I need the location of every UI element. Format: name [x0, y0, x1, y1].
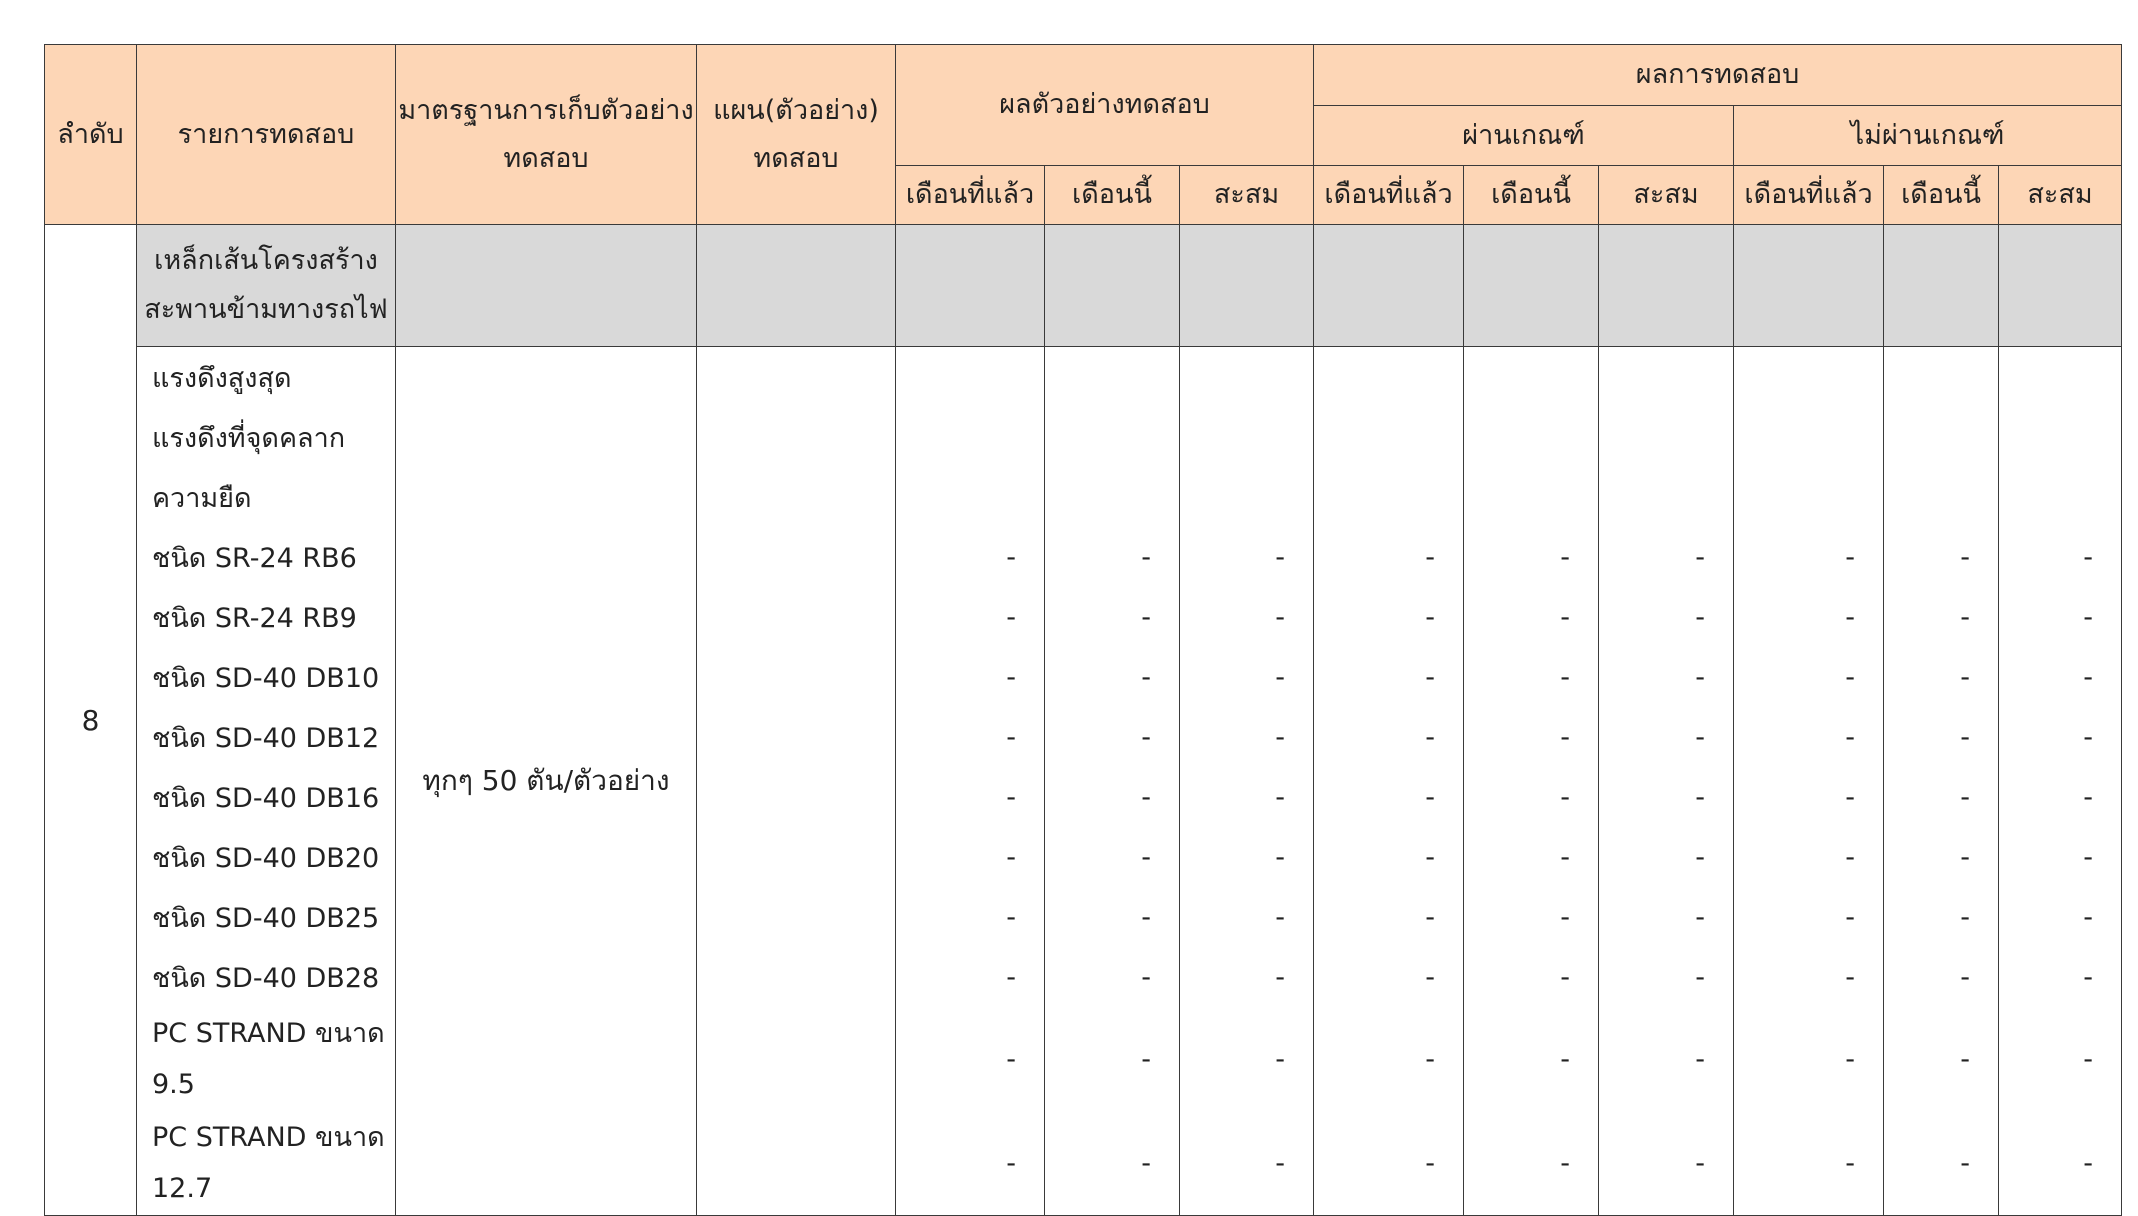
result-value: - — [1006, 1043, 1016, 1075]
value-column — [1999, 347, 2122, 1216]
result-value: - — [2083, 781, 2094, 813]
band-cell — [396, 225, 697, 347]
spacer — [1999, 467, 2121, 527]
result-value: - — [1141, 721, 1151, 753]
result-value: - — [1560, 961, 1571, 993]
result-value: - — [1560, 601, 1571, 633]
group-number: 8 — [45, 225, 137, 1216]
spacer — [1734, 467, 1883, 527]
result-value: - — [1275, 661, 1286, 693]
result-value: - — [1141, 1043, 1151, 1075]
result-value: - — [1141, 661, 1151, 693]
test-item-row: ชนิด SD-40 DB25 — [152, 902, 380, 934]
spacer — [1180, 407, 1313, 467]
result-value: - — [1560, 661, 1571, 693]
result-value: - — [1275, 961, 1286, 993]
result-value: - — [1425, 541, 1436, 573]
group-title: เหล็กเส้นโครงสร้าง สะพานข้ามทางรถไฟ — [137, 225, 396, 347]
test-item-row: ชนิด SD-40 DB10 — [152, 662, 380, 694]
result-value: - — [2083, 901, 2094, 933]
result-value: - — [1425, 601, 1436, 633]
spacer — [1464, 467, 1598, 527]
result-value: - — [1845, 901, 1856, 933]
spacer — [1045, 347, 1179, 407]
result-value: - — [1960, 541, 1971, 573]
spacer — [1045, 467, 1179, 527]
spacer — [896, 347, 1044, 407]
header-test-results: ผลการทดสอบ — [1314, 45, 2122, 106]
header-test-item: รายการทดสอบ — [137, 45, 396, 225]
header-pass-last-month: เดือนที่แล้ว — [1314, 166, 1464, 225]
value-column — [1884, 347, 1999, 1216]
result-value: - — [1006, 901, 1016, 933]
spacer — [1314, 347, 1463, 407]
test-items-column — [137, 347, 396, 1216]
result-value: - — [1845, 721, 1856, 753]
test-item-row: ชนิด SR-24 RB6 — [152, 542, 357, 574]
value-column — [1314, 347, 1464, 1216]
result-value: - — [1425, 781, 1436, 813]
result-value: - — [1275, 841, 1286, 873]
property-item: แรงดึงที่จุดคลาก — [152, 422, 346, 454]
result-value: - — [1695, 541, 1706, 573]
result-value: - — [1960, 841, 1971, 873]
result-value: - — [2083, 541, 2094, 573]
result-value: - — [1560, 781, 1571, 813]
band-cell — [1999, 225, 2122, 347]
result-value: - — [1960, 781, 1971, 813]
result-value: - — [1695, 841, 1706, 873]
result-value: - — [1141, 601, 1151, 633]
header-sample-last-month: เดือนที่แล้ว — [896, 166, 1045, 225]
header-plan: แผน(ตัวอย่าง) ทดสอบ — [697, 45, 896, 225]
result-value: - — [1275, 721, 1286, 753]
result-value: - — [1560, 901, 1571, 933]
result-value: - — [2083, 961, 2094, 993]
result-value: - — [1960, 721, 1971, 753]
band-cell — [697, 225, 896, 347]
result-value: - — [1275, 901, 1286, 933]
result-value: - — [2083, 1147, 2094, 1179]
value-column — [1734, 347, 1884, 1216]
test-item-row: PC STRAND ขนาด 9.5 — [152, 1018, 385, 1100]
result-value: - — [1560, 1043, 1571, 1075]
result-value: - — [1425, 961, 1436, 993]
result-value: - — [1695, 901, 1706, 933]
plan-cell — [697, 347, 896, 1216]
result-value: - — [1425, 661, 1436, 693]
band-cell — [1734, 225, 1884, 347]
value-column — [896, 347, 1045, 1216]
value-column — [1464, 347, 1599, 1216]
result-value: - — [1425, 841, 1436, 873]
test-item-row: ชนิด SD-40 DB12 — [152, 722, 380, 754]
sampling-standard: ทุกๆ 50 ตัน/ตัวอย่าง — [396, 347, 697, 1216]
result-value: - — [1845, 541, 1856, 573]
result-value: - — [1695, 1043, 1706, 1075]
result-value: - — [1425, 721, 1436, 753]
result-value: - — [1560, 1147, 1571, 1179]
spacer — [1464, 347, 1598, 407]
spacer — [1599, 347, 1733, 407]
result-value: - — [2083, 1043, 2094, 1075]
spacer — [1180, 347, 1313, 407]
result-value: - — [2083, 841, 2094, 873]
result-value: - — [2083, 601, 2094, 633]
test-item-row: ชนิด SR-24 RB9 — [152, 602, 357, 634]
result-value: - — [2083, 721, 2094, 753]
spacer — [896, 407, 1044, 467]
property-item: แรงดึงสูงสุด — [152, 362, 292, 394]
result-value: - — [1845, 1147, 1856, 1179]
result-value: - — [1006, 841, 1016, 873]
result-value: - — [1845, 601, 1856, 633]
result-value: - — [1006, 601, 1016, 633]
test-results-table — [44, 44, 2122, 1216]
header-standard: มาตรฐานการเก็บตัวอย่าง ทดสอบ — [396, 45, 697, 225]
band-cell — [1314, 225, 1464, 347]
result-value: - — [1006, 1147, 1016, 1179]
result-value: - — [1960, 961, 1971, 993]
spacer — [1884, 467, 1998, 527]
result-value: - — [1141, 781, 1151, 813]
result-value: - — [1425, 901, 1436, 933]
spacer — [1999, 407, 2121, 467]
test-item-row: ชนิด SD-40 DB20 — [152, 842, 380, 874]
result-value: - — [1695, 721, 1706, 753]
result-value: - — [1141, 841, 1151, 873]
result-value: - — [1560, 841, 1571, 873]
value-column — [1599, 347, 1734, 1216]
header-fail: ไม่ผ่านเกณฑ์ — [1734, 106, 2122, 166]
header-fail-cumulative: สะสม — [1999, 166, 2122, 225]
result-value: - — [1275, 1043, 1286, 1075]
result-value: - — [1006, 661, 1016, 693]
results-table-wrapper — [44, 44, 2122, 1216]
result-value: - — [1006, 541, 1016, 573]
result-value: - — [1960, 1147, 1971, 1179]
header-pass-cumulative: สะสม — [1599, 166, 1734, 225]
result-value: - — [1006, 961, 1016, 993]
band-cell — [1599, 225, 1734, 347]
result-value: - — [1695, 661, 1706, 693]
result-value: - — [1845, 841, 1856, 873]
test-item-row: PC STRAND ขนาด 12.7 — [152, 1122, 385, 1204]
result-value: - — [1275, 601, 1286, 633]
header-fail-last-month: เดือนที่แล้ว — [1734, 166, 1884, 225]
result-value: - — [1141, 1147, 1151, 1179]
header-fail-this-month: เดือนนี้ — [1884, 166, 1999, 225]
spacer — [1045, 407, 1179, 467]
test-item-row: ชนิด SD-40 DB28 — [152, 962, 380, 994]
band-cell — [1464, 225, 1599, 347]
result-value: - — [1960, 1043, 1971, 1075]
spacer — [1884, 407, 1998, 467]
band-cell — [1180, 225, 1314, 347]
header-seq: ลำดับ — [45, 45, 137, 225]
spacer — [1314, 407, 1463, 467]
spacer — [1464, 407, 1598, 467]
result-value: - — [1275, 541, 1286, 573]
result-value: - — [1695, 1147, 1706, 1179]
header-pass-this-month: เดือนนี้ — [1464, 166, 1599, 225]
result-value: - — [1695, 601, 1706, 633]
band-cell — [896, 225, 1045, 347]
result-value: - — [1695, 781, 1706, 813]
result-value: - — [1960, 601, 1971, 633]
value-column — [1180, 347, 1314, 1216]
header-sample-results: ผลตัวอย่างทดสอบ — [896, 45, 1314, 166]
result-value: - — [1006, 721, 1016, 753]
result-value: - — [1960, 661, 1971, 693]
property-item: ความยืด — [152, 482, 252, 514]
result-value: - — [1845, 781, 1856, 813]
result-value: - — [1560, 721, 1571, 753]
result-value: - — [1845, 1043, 1856, 1075]
result-value: - — [1425, 1043, 1436, 1075]
result-value: - — [1960, 901, 1971, 933]
result-value: - — [1275, 781, 1286, 813]
result-value: - — [1141, 961, 1151, 993]
result-value: - — [1845, 961, 1856, 993]
header-sample-this-month: เดือนนี้ — [1045, 166, 1180, 225]
result-value: - — [1141, 541, 1151, 573]
band-cell — [1045, 225, 1180, 347]
result-value: - — [1006, 781, 1016, 813]
header-pass: ผ่านเกณฑ์ — [1314, 106, 1734, 166]
spacer — [1599, 407, 1733, 467]
result-value: - — [1275, 1147, 1286, 1179]
spacer — [896, 467, 1044, 527]
spacer — [1884, 347, 1998, 407]
result-value: - — [1695, 961, 1706, 993]
spacer — [1314, 467, 1463, 527]
band-cell — [1884, 225, 1999, 347]
header-sample-cumulative: สะสม — [1180, 166, 1314, 225]
spacer — [1180, 467, 1313, 527]
result-value: - — [1425, 1147, 1436, 1179]
spacer — [1734, 407, 1883, 467]
spacer — [1999, 347, 2121, 407]
result-value: - — [1560, 541, 1571, 573]
spacer — [1734, 347, 1883, 407]
result-value: - — [1141, 901, 1151, 933]
result-value: - — [2083, 661, 2094, 693]
result-value: - — [1845, 661, 1856, 693]
test-item-row: ชนิด SD-40 DB16 — [152, 782, 380, 814]
value-column — [1045, 347, 1180, 1216]
spacer — [1599, 467, 1733, 527]
